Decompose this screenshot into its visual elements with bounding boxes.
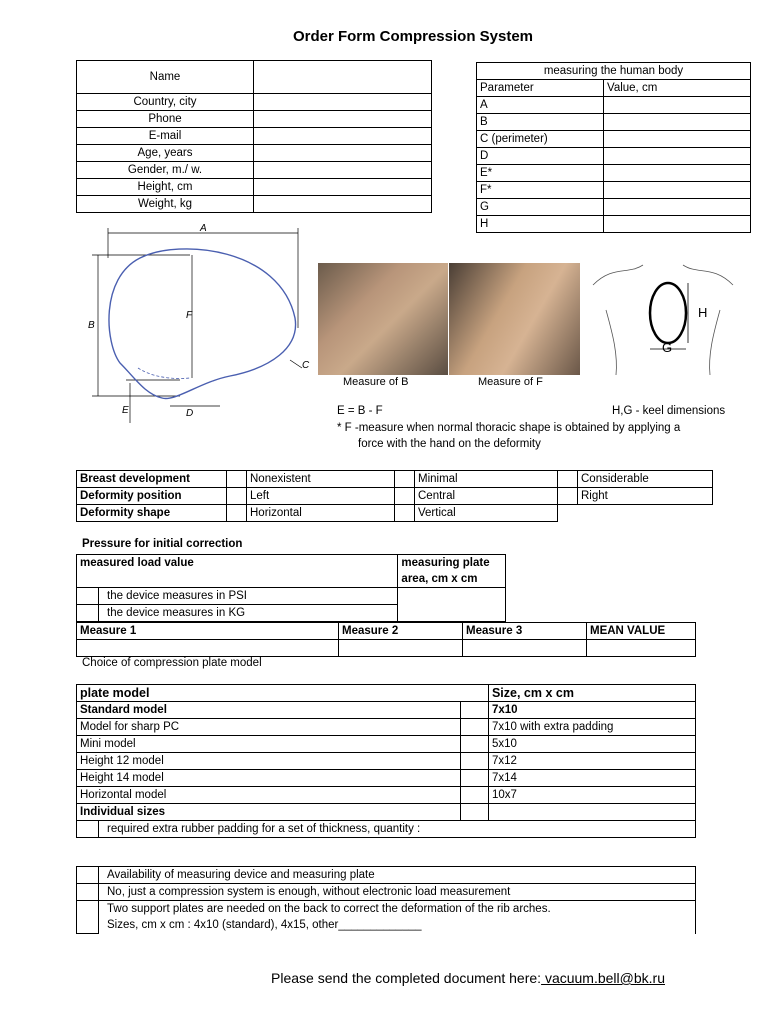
caption-measure-b: Measure of B — [343, 376, 409, 388]
height-12-model-checkbox[interactable] — [461, 753, 489, 770]
mini-model-label: Mini model — [77, 736, 461, 753]
plate-area-line-2: area, cm x cm — [401, 573, 478, 585]
load-header: measured load value — [77, 555, 398, 588]
mini-model-size: 5x10 — [488, 736, 695, 753]
vertical-checkbox[interactable] — [395, 505, 415, 522]
sharp-pc-model-size: 7x10 with extra padding — [488, 719, 695, 736]
value-f-input[interactable] — [604, 182, 751, 199]
email-input[interactable] — [254, 128, 432, 145]
param-g: G — [477, 199, 604, 216]
body-measure-table — [476, 62, 751, 233]
label-b: B — [88, 320, 95, 331]
f-measure-note-1: * F -measure when normal thoracic shape is obtained by applying a — [337, 422, 681, 434]
standard-model-label: Standard model — [77, 702, 461, 719]
breast-dev-label: Breast development — [77, 471, 227, 488]
plate-model-table — [76, 684, 696, 821]
label-a: A — [200, 223, 207, 234]
weight-label: Weight, kg — [77, 196, 254, 213]
standard-model-size: 7x10 — [488, 702, 695, 719]
psi-label: the device measures in PSI — [99, 588, 398, 605]
central-label: Central — [415, 488, 558, 505]
page-title: Order Form Compression System — [292, 28, 534, 45]
minimal-label: Minimal — [415, 471, 558, 488]
vertical-label: Vertical — [415, 505, 558, 522]
param-b: B — [477, 114, 604, 131]
right-checkbox[interactable] — [558, 488, 578, 505]
param-d: D — [477, 148, 604, 165]
measure-3-input[interactable] — [463, 640, 587, 657]
support-plates-line-2: Sizes, cm x cm : 4x10 (standard), 4x15, other_____________ — [107, 919, 422, 932]
nonexistent-checkbox[interactable] — [227, 471, 247, 488]
availability-label: Availability of measuring device and measuring plate — [99, 867, 696, 884]
plate-area-header — [398, 555, 506, 588]
height-label: Height, cm — [77, 179, 254, 196]
country-input[interactable] — [254, 94, 432, 111]
availability-table — [76, 866, 696, 934]
label-d: D — [186, 408, 194, 419]
psi-checkbox[interactable] — [77, 588, 99, 605]
plate-model-header: plate model — [77, 685, 489, 702]
param-col-header: Parameter — [477, 80, 604, 97]
label-h: H — [698, 305, 708, 320]
empty-cell — [558, 505, 578, 522]
age-input[interactable] — [254, 145, 432, 162]
plate-area-input[interactable] — [398, 588, 506, 622]
horizontal-checkbox[interactable] — [227, 505, 247, 522]
availability-checkbox[interactable] — [77, 867, 99, 884]
horizontal-model-label: Horizontal model — [77, 787, 461, 804]
measures-table — [76, 622, 696, 657]
no-device-checkbox[interactable] — [77, 884, 99, 901]
height-14-model-checkbox[interactable] — [461, 770, 489, 787]
value-a-input[interactable] — [604, 97, 751, 114]
param-e: E* — [477, 165, 604, 182]
kg-label: the device measures in KG — [99, 605, 398, 622]
kg-checkbox[interactable] — [77, 605, 99, 622]
chest-section-diagram — [80, 218, 320, 428]
height-14-model-size: 7x14 — [488, 770, 695, 787]
measure-3-header: Measure 3 — [463, 623, 587, 640]
plate-choice-title: Choice of compression plate model — [82, 657, 262, 669]
considerable-checkbox[interactable] — [558, 471, 578, 488]
value-e-input[interactable] — [604, 165, 751, 182]
personal-info-table — [76, 60, 432, 213]
value-c-input[interactable] — [604, 131, 751, 148]
param-a: A — [477, 97, 604, 114]
individual-sizes-label: Individual sizes — [77, 804, 461, 821]
gender-input[interactable] — [254, 162, 432, 179]
photo-measure-f — [449, 263, 580, 375]
support-plates-checkbox[interactable] — [77, 901, 99, 934]
considerable-label: Considerable — [578, 471, 713, 488]
label-f: F — [186, 310, 193, 321]
value-h-input[interactable] — [604, 216, 751, 233]
padding-label: required extra rubber padding for a set of thickness, quantity : — [99, 821, 696, 838]
label-c: C — [302, 360, 310, 371]
height-12-model-label: Height 12 model — [77, 753, 461, 770]
horizontal-model-size: 10x7 — [488, 787, 695, 804]
deformity-shape-label: Deformity shape — [77, 505, 227, 522]
central-checkbox[interactable] — [395, 488, 415, 505]
support-plates-line-1: Two support plates are needed on the back to correct the deformation of the rib arches. — [107, 903, 551, 916]
no-device-label: No, just a compression system is enough, without electronic load measurement — [99, 884, 696, 901]
mini-model-checkbox[interactable] — [461, 736, 489, 753]
email-label: E-mail — [77, 128, 254, 145]
deformity-pos-label: Deformity position — [77, 488, 227, 505]
measure-header: measuring the human body — [477, 63, 751, 80]
phone-input[interactable] — [254, 111, 432, 128]
support-plates-label — [99, 901, 696, 934]
label-e: E — [122, 405, 129, 416]
param-f: F* — [477, 182, 604, 199]
sharp-pc-model-label: Model for sharp PC — [77, 719, 461, 736]
weight-input[interactable] — [254, 196, 432, 213]
mean-value-header: MEAN VALUE — [587, 623, 696, 640]
minimal-checkbox[interactable] — [395, 471, 415, 488]
phone-label: Phone — [77, 111, 254, 128]
f-measure-note-2: force with the hand on the deformity — [358, 438, 541, 450]
measure-1-input[interactable] — [77, 640, 339, 657]
keel-sketch — [588, 255, 738, 380]
gender-label: Gender, m./ w. — [77, 162, 254, 179]
height-input[interactable] — [254, 179, 432, 196]
padding-table — [76, 820, 696, 838]
left-checkbox[interactable] — [227, 488, 247, 505]
left-label: Left — [247, 488, 395, 505]
plate-area-line-1: measuring plate — [401, 557, 490, 569]
measure-2-header: Measure 2 — [339, 623, 463, 640]
individual-sizes-input[interactable] — [488, 804, 695, 821]
keel-note: H,G - keel dimensions — [612, 405, 726, 417]
formula-note: E = B - F — [337, 405, 383, 417]
standard-model-checkbox[interactable] — [461, 702, 489, 719]
age-label: Age, years — [77, 145, 254, 162]
individual-sizes-checkbox[interactable] — [461, 804, 489, 821]
footer-note — [271, 970, 665, 986]
pressure-table — [76, 554, 506, 622]
country-label: Country, city — [77, 94, 254, 111]
value-d-input[interactable] — [604, 148, 751, 165]
horizontal-label: Horizontal — [247, 505, 395, 522]
breast-table — [76, 470, 713, 522]
size-header: Size, cm x cm — [488, 685, 695, 702]
param-c: C (perimeter) — [477, 131, 604, 148]
name-label: Name — [77, 61, 254, 94]
height-14-model-label: Height 14 model — [77, 770, 461, 787]
label-g: G — [662, 340, 673, 355]
padding-checkbox[interactable] — [77, 821, 99, 838]
mean-value-input[interactable] — [587, 640, 696, 657]
sharp-pc-model-checkbox[interactable] — [461, 719, 489, 736]
measure-2-input[interactable] — [339, 640, 463, 657]
measure-1-header: Measure 1 — [77, 623, 339, 640]
value-col-header: Value, cm — [604, 80, 751, 97]
height-12-model-size: 7x12 — [488, 753, 695, 770]
nonexistent-label: Nonexistent — [247, 471, 395, 488]
param-h: H — [477, 216, 604, 233]
footer-email-link[interactable]: vacuum.bell@bk.ru — [541, 970, 665, 986]
value-g-input[interactable] — [604, 199, 751, 216]
footer-text: Please send the completed document here: — [271, 970, 542, 986]
right-label: Right — [578, 488, 713, 505]
empty-cell — [578, 505, 713, 522]
name-input[interactable] — [254, 61, 432, 94]
photo-measure-b — [318, 263, 448, 375]
pressure-title: Pressure for initial correction — [82, 538, 243, 550]
caption-measure-f: Measure of F — [478, 376, 543, 388]
horizontal-model-checkbox[interactable] — [461, 787, 489, 804]
value-b-input[interactable] — [604, 114, 751, 131]
